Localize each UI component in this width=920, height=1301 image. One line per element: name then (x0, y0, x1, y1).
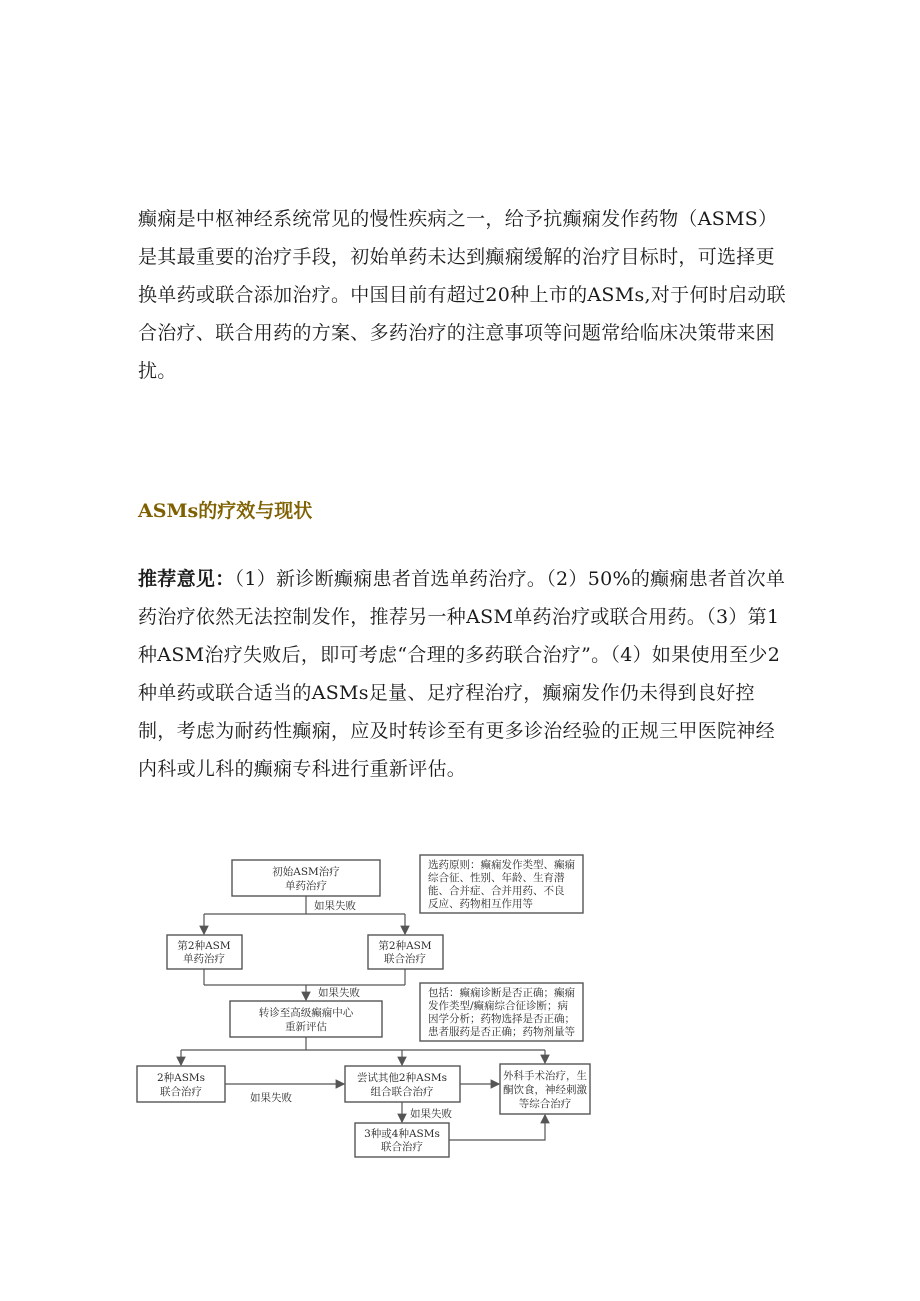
refer-label-2: 重新评估 (285, 1021, 327, 1033)
recommendation-text: （1）新诊断癫痫患者首选单药治疗。（2）50%的癫痫患者首次单药治疗依然无法控制发作，推荐另一种ASM单药治疗或联合用药。（3）第1种ASM治疗失败后，即可考虑“合理的多药联合治疗”。（4）如果使用至少2种单药或联合适当的ASMs足量、足疗程治疗，癫痫发作仍未得到良好控制，考虑为耐药性癫痫，应及时转诊至有更多诊治经验的正规三甲医院神经内科或儿科的癫痫专科进行重新评估。 (138, 568, 786, 780)
selection-note-line-1: 选药原则：癫痫发作类型、癫痫 (428, 859, 575, 871)
combo-two-label-1: 2种ASMs (156, 1072, 206, 1084)
selection-note-line-4: 反应、药物相互作用等 (428, 898, 533, 910)
fail-label-1: 如果失败 (314, 900, 356, 912)
three-four-label-1: 3种或4种ASMs (364, 1128, 440, 1140)
surgery-label-3: 等综合治疗 (518, 1098, 572, 1110)
fail-label-4: 如果失败 (410, 1108, 452, 1120)
arrow (449, 1115, 545, 1140)
evaluation-note-line-4: 患者服药是否正确；药物剂量等 (428, 1026, 575, 1038)
selection-note-line-3: 能、合并症、合并用药、不良 (428, 885, 565, 897)
three-four-label-2: 联合治疗 (381, 1141, 423, 1153)
try-other-label-1: 尝试其他2种ASMs (356, 1072, 448, 1084)
mono2-label-2: 单药治疗 (183, 953, 225, 965)
surgery-label-1: 外科手术治疗，生 (503, 1070, 587, 1082)
try-other-label-2: 组合联合治疗 (370, 1086, 434, 1098)
combo-two-label-2: 联合治疗 (160, 1086, 202, 1098)
recommendation-lead: 推荐意见： (138, 568, 235, 590)
surgery-label-2: 酮饮食，神经刺激 (503, 1084, 587, 1096)
refer-label-1: 转诊至高级癫痫中心 (258, 1007, 354, 1019)
evaluation-note-line-1: 包括：癫痫诊断是否正确；癫痫 (428, 987, 575, 999)
initial-label-1: 初始ASM治疗 (272, 866, 340, 878)
section-heading: ASMs的疗效与现状 (138, 500, 313, 522)
fail-label-3: 如果失败 (250, 1092, 292, 1104)
fail-label-2: 如果失败 (318, 987, 360, 999)
evaluation-note-line-3: 因学分析；药物选择是否正确； (428, 1013, 575, 1025)
initial-label-2: 单药治疗 (285, 880, 327, 892)
mono2-label-1: 第2种ASM (177, 940, 231, 952)
evaluation-note-line-2: 发作类型/癫痫综合征诊断；病 (428, 1000, 569, 1012)
selection-note-line-2: 综合征、性别、年龄、生育潜 (428, 872, 565, 884)
combo2-label-2: 联合治疗 (384, 953, 426, 965)
intro-paragraph: 癫痫是中枢神经系统常见的慢性疾病之一，给予抗癫痫发作药物（ASMS）是其最重要的治疗手段，初始单药未达到癫痫缓解的治疗目标时，可选择更换单药或联合添加治疗。中国目前有超过20种上市的ASMs,对于何时启动联合治疗、联合用药的方案、多药治疗的注意事项等问题常给临床决策带来困扰。 (138, 208, 786, 382)
combo2-label-1: 第2种ASM (378, 940, 432, 952)
